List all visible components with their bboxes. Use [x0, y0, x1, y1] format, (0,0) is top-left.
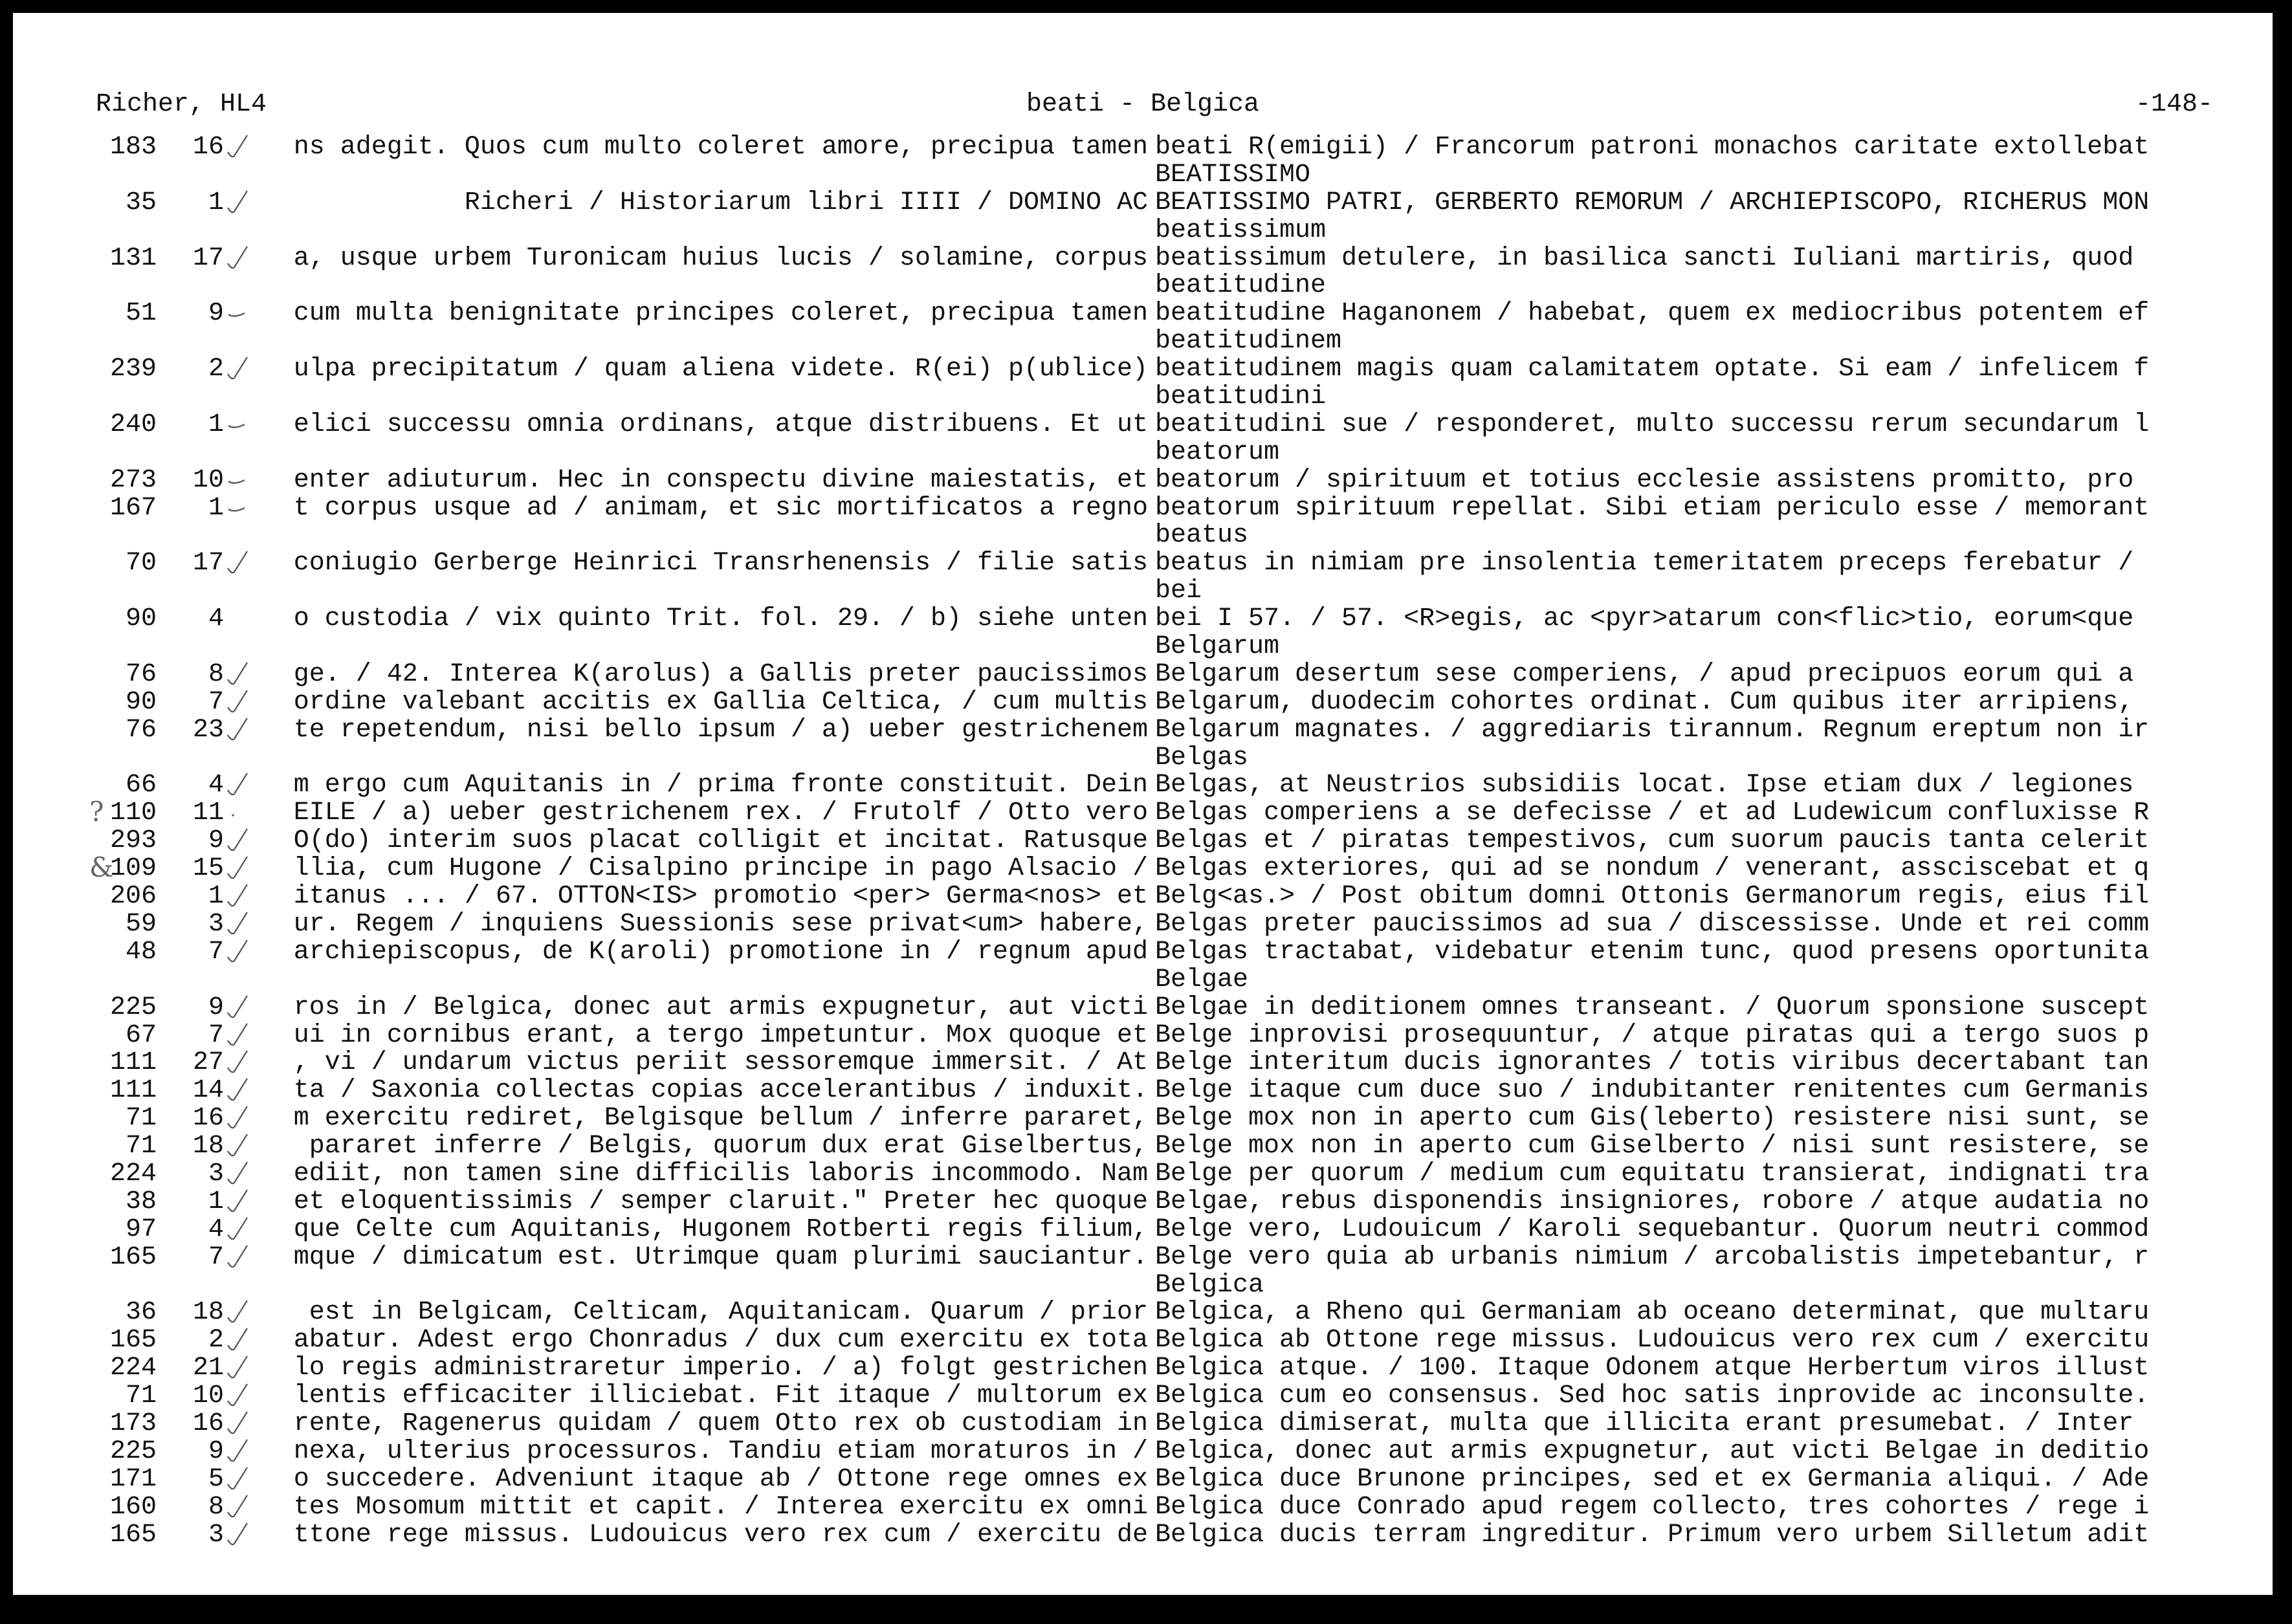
- keyword-heading: [13, 384, 2273, 411]
- right-context: beatitudini sue / responderet, multo successu rerum secundarum l: [1155, 410, 2150, 439]
- handwritten-check-icon: [225, 134, 251, 161]
- left-context: ttone rege missus. Ludouicus vero rex cum / exercitu de: [293, 1520, 1148, 1550]
- page-number: 48: [125, 937, 157, 967]
- left-context: nexa, ulterius processuros. Tandiu etiam moraturos in /: [293, 1436, 1148, 1466]
- handwritten-check-icon: [225, 1438, 251, 1465]
- page-number: 71: [125, 1381, 157, 1411]
- handwritten-check-icon: [225, 1466, 251, 1493]
- line-number: 7: [208, 1242, 224, 1272]
- right-context: Belgas exteriores, qui ad se nondum / venerant, assciscebat et q: [1155, 854, 2150, 884]
- left-context: ns adegit. Quos cum multo coleret amore, precipua tamen: [293, 133, 1148, 162]
- line-number: 7: [208, 937, 224, 967]
- keyword-heading: [13, 967, 2273, 994]
- line-number: 16: [192, 1409, 224, 1438]
- left-context: rente, Ragenerus quidam / quem Otto rex ob custodiam in: [293, 1409, 1148, 1438]
- left-context: lentis efficaciter illiciebat. Fit itaque / multorum ex: [293, 1381, 1148, 1411]
- line-number: 21: [192, 1354, 224, 1383]
- left-context: que Celte cum Aquitanis, Hugonem Rotberti regis filium,: [293, 1214, 1148, 1244]
- right-context: Belge interitum ducis ignorantes / totis viribus decertabant tan: [1155, 1048, 2150, 1078]
- page-number: 225: [109, 1436, 157, 1466]
- handwritten-check-icon: [225, 717, 251, 744]
- margin-annotation-icon: &: [89, 851, 114, 884]
- page-number: 225: [109, 993, 157, 1022]
- page-number: 183: [109, 133, 157, 162]
- page-number: 66: [125, 771, 157, 800]
- concordance-row: [13, 1410, 2273, 1438]
- handwritten-check-icon: [225, 1161, 251, 1188]
- handwritten-check-icon: [225, 939, 251, 966]
- line-number: 10: [192, 1381, 224, 1411]
- concordance-row: [13, 828, 2273, 855]
- left-context: t corpus usque ad / animam, et sic mortificatos a regno: [293, 493, 1148, 523]
- handwritten-check-icon: [225, 1355, 251, 1382]
- page-number: 273: [109, 465, 157, 495]
- handwritten-check-icon: [225, 1299, 251, 1326]
- concordance-row: [13, 1327, 2273, 1355]
- concordance-row: [13, 134, 2273, 162]
- left-context: tes Mosomum mittit et capit. / Interea exercitu ex omni: [293, 1492, 1148, 1522]
- left-context: EILE / a) ueber gestrichenem rex. / Frutolf / Otto vero: [293, 798, 1148, 828]
- handwritten-dash-icon: [225, 467, 251, 494]
- keyword-heading-text: beatitudine: [1155, 271, 1327, 301]
- keyword-heading-text: BEATISSIMO: [1155, 160, 1311, 190]
- page-number: 111: [109, 1048, 157, 1078]
- line-number: 5: [208, 1464, 224, 1494]
- left-context: coniugio Gerberge Heinrici Transrhenensis / filie satis: [293, 549, 1148, 578]
- right-context: Belg<as.> / Post obitum domni Ottonis Germanorum regis, eius fil: [1155, 882, 2150, 912]
- concordance-row: [13, 1049, 2273, 1077]
- left-context: ediit, non tamen sine difficilis laboris incommodo. Nam: [293, 1159, 1148, 1189]
- keyword-heading-text: beatorum: [1155, 437, 1280, 467]
- line-number: 17: [192, 243, 224, 273]
- right-context: BEATISSIMO PATRI, GERBERTO REMORUM / ARCHIEPISCOPO, RICHERUS MON: [1155, 188, 2150, 217]
- keyword-heading: [13, 745, 2273, 773]
- line-number: 7: [208, 687, 224, 717]
- keyword-heading-text: beatitudinem: [1155, 327, 1342, 357]
- handwritten-check-icon: [225, 1327, 251, 1354]
- line-number: 17: [192, 549, 224, 578]
- page-number: 35: [125, 188, 157, 217]
- page-number: 206: [109, 882, 157, 912]
- right-context: Belgae in deditionem omnes transeant. / Quorum sponsione suscept: [1155, 993, 2150, 1022]
- concordance-row: [13, 1299, 2273, 1327]
- keyword-heading-text: bei: [1155, 576, 1202, 606]
- concordance-row: [13, 1105, 2273, 1133]
- handwritten-check-icon: [225, 994, 251, 1022]
- right-context: beatitudine Haganonem / habebat, quem ex mediocribus potentem ef: [1155, 299, 2150, 329]
- left-context: ge. / 42. Interea K(arolus) a Gallis preter paucissimos: [293, 659, 1148, 689]
- handwritten-dash-icon: [225, 300, 251, 327]
- concordance-row: [13, 190, 2273, 217]
- right-context: Belge mox non in aperto cum Giselberto / nisi sunt resistere, se: [1155, 1132, 2150, 1161]
- keyword-heading-text: Belgas: [1155, 743, 1249, 773]
- right-context: Belgarum desertum sese comperiens, / apud precipuos eorum qui a: [1155, 659, 2134, 689]
- left-context: pararet inferre / Belgis, quorum dux erat Giselbertus,: [293, 1132, 1148, 1161]
- concordance-row: [13, 550, 2273, 578]
- concordance-row: [13, 883, 2273, 911]
- page-number: 90: [125, 604, 157, 634]
- right-context: beatorum / spirituum et totius ecclesie assistens promitto, pro: [1155, 465, 2134, 495]
- page-number: 224: [109, 1354, 157, 1383]
- left-context: ordine valebant accitis ex Gallia Celtica, / cum multis: [293, 687, 1148, 717]
- concordance-row: [13, 1438, 2273, 1466]
- line-number: 1: [208, 410, 224, 439]
- line-number: 1: [208, 882, 224, 912]
- left-context: est in Belgicam, Celticam, Aquitanicam. Quarum / prior: [293, 1298, 1148, 1328]
- concordance-row: [13, 1355, 2273, 1383]
- keyword-heading-text: Belgae: [1155, 965, 1249, 994]
- right-context: Belgarum magnates. / aggrediaris tirannum. Regnum ereptum non ir: [1155, 715, 2150, 745]
- keyword-heading: [13, 1272, 2273, 1300]
- left-context: ui in cornibus erant, a tergo impetuntur. Mox quoque et: [293, 1020, 1148, 1050]
- page-number: 165: [109, 1326, 157, 1355]
- page-number: 173: [109, 1409, 157, 1438]
- concordance-row: [13, 911, 2273, 939]
- concordance-row: [13, 689, 2273, 717]
- handwritten-check-icon: [225, 1105, 251, 1132]
- header-keyword-range: beati - Belgica: [1026, 90, 1260, 119]
- handwritten-check-icon: [225, 689, 251, 716]
- line-number: 1: [208, 188, 224, 217]
- line-number: 9: [208, 299, 224, 329]
- concordance-row: [13, 300, 2273, 328]
- handwritten-dash-icon: [225, 411, 251, 439]
- line-number: 9: [208, 826, 224, 856]
- left-context: archiepiscopus, de K(aroli) promotione in / regnum apud: [293, 937, 1148, 967]
- concordance-row: [13, 1522, 2273, 1550]
- concordance-row: [13, 1077, 2273, 1105]
- left-context: ros in / Belgica, donec aut armis expugnetur, aut victi: [293, 993, 1148, 1022]
- right-context: Belge vero, Ludouicum / Karoli sequebantur. Quorum neutri commod: [1155, 1214, 2150, 1244]
- concordance-row: [13, 1161, 2273, 1189]
- handwritten-check-icon: [225, 1077, 251, 1104]
- left-context: ta / Saxonia collectas copias accelerantibus / induxit.: [293, 1076, 1148, 1106]
- keyword-heading-text: Belgica: [1155, 1270, 1264, 1300]
- left-context: enter adiuturum. Hec in conspectu divine maiestatis, et: [293, 465, 1148, 495]
- handwritten-check-icon: [225, 356, 251, 383]
- keyword-heading: [13, 633, 2273, 661]
- right-context: beatitudinem magis quam calamitatem optate. Si eam / infelicem f: [1155, 355, 2150, 384]
- line-number: 14: [192, 1076, 224, 1106]
- right-context: Belgica atque. / 100. Itaque Odonem atque Herbertum viros illust: [1155, 1354, 2150, 1383]
- line-number: 2: [208, 1326, 224, 1355]
- line-number: 11: [192, 798, 224, 828]
- handwritten-check-icon: [225, 1216, 251, 1244]
- line-number: 9: [208, 1436, 224, 1466]
- right-context: beati R(emigii) / Francorum patroni monachos caritate extollebat: [1155, 133, 2150, 162]
- right-context: Belgae, rebus disponendis insigniores, robore / atque audatia no: [1155, 1187, 2150, 1216]
- page-number: 76: [125, 659, 157, 689]
- right-context: Belgica dimiserat, multa que illicita erant presumebat. / Inter: [1155, 1409, 2134, 1438]
- header-page-number: -148-: [2135, 90, 2213, 119]
- keyword-heading-text: beatitudini: [1155, 382, 1327, 412]
- left-context: a, usque urbem Turonicam huius lucis / solamine, corpus: [293, 243, 1148, 273]
- page-number: 109: [109, 854, 157, 884]
- concordance-row: [13, 1133, 2273, 1161]
- handwritten-check-icon: [225, 190, 251, 217]
- left-context: m ergo cum Aquitanis in / prima fronte constituit. Dein: [293, 771, 1148, 800]
- handwritten-check-icon: [225, 1133, 251, 1160]
- handwritten-check-icon: [225, 550, 251, 577]
- line-number: 15: [192, 854, 224, 884]
- line-number: 2: [208, 355, 224, 384]
- right-context: beatorum spirituum repellat. Sibi etiam periculo esse / memorant: [1155, 493, 2150, 523]
- line-number: 4: [208, 1214, 224, 1244]
- handwritten-check-icon: [225, 1522, 251, 1549]
- page-number: 70: [125, 549, 157, 578]
- page-number: 90: [125, 687, 157, 717]
- concordance-row: [13, 772, 2273, 800]
- page-number: 293: [109, 826, 157, 856]
- left-context: itanus ... / 67. OTTON<IS> promotio <per> Germa<nos> et: [293, 882, 1148, 912]
- right-context: Belgica ducis terram ingreditur. Primum vero urbem Silletum adit: [1155, 1520, 2150, 1550]
- handwritten-check-icon: [225, 245, 251, 272]
- page-number: 67: [125, 1020, 157, 1050]
- left-context: te repetendum, nisi bello ipsum / a) ueber gestrichenem: [293, 715, 1148, 745]
- line-number: 8: [208, 659, 224, 689]
- line-number: 9: [208, 993, 224, 1022]
- left-context: mque / dimicatum est. Utrimque quam plurimi sauciantur.: [293, 1242, 1148, 1272]
- page-number: 38: [125, 1187, 157, 1216]
- right-context: Belgica, donec aut armis expugnetur, aut victi Belgae in deditio: [1155, 1436, 2150, 1466]
- concordance-row: [13, 851, 2273, 884]
- handwritten-check-icon: [225, 772, 251, 799]
- left-context: , vi / undarum victus periit sessoremque immersit. / At: [293, 1048, 1148, 1078]
- left-context: o custodia / vix quinto Trit. fol. 29. / b) siehe unten: [293, 604, 1148, 634]
- keyword-heading-text: beatissimum: [1155, 215, 1327, 245]
- page-number: 171: [109, 1464, 157, 1494]
- concordance-page: [13, 13, 2273, 1595]
- page-number: 165: [109, 1242, 157, 1272]
- concordance-row: [13, 606, 2273, 633]
- handwritten-check-icon: [225, 1189, 251, 1216]
- concordance-row: [13, 411, 2273, 439]
- right-context: Belge itaque cum duce suo / indubitanter renitentes cum Germanis: [1155, 1076, 2150, 1106]
- left-context: abatur. Adest ergo Chonradus / dux cum exercitu ex tota: [293, 1326, 1148, 1355]
- page-number: 36: [125, 1298, 157, 1328]
- right-context: Belgica duce Brunone principes, sed et ex Germania aliqui. / Ade: [1155, 1464, 2150, 1494]
- page-number: 111: [109, 1076, 157, 1106]
- keyword-heading: [13, 162, 2273, 190]
- keyword-heading-text: beatus: [1155, 521, 1249, 551]
- page-number: 160: [109, 1492, 157, 1522]
- concordance-row: [13, 1466, 2273, 1494]
- line-number: 7: [208, 1020, 224, 1050]
- right-context: Belgas comperiens a se defecisse / et ad Ludewicum confluxisse R: [1155, 798, 2150, 828]
- concordance-row: [13, 1383, 2273, 1410]
- page-number: 110: [109, 798, 157, 828]
- left-context: m exercitu rediret, Belgisque bellum / inferre pararet,: [293, 1104, 1148, 1134]
- keyword-heading: [13, 522, 2273, 550]
- page-number: 167: [109, 493, 157, 523]
- handwritten-dot-icon: [225, 800, 251, 827]
- handwritten-check-icon: [225, 661, 251, 688]
- page-number: 97: [125, 1214, 157, 1244]
- margin-question-mark-icon: ?: [89, 796, 104, 828]
- concordance-row: [13, 1244, 2273, 1272]
- right-context: Belge mox non in aperto cum Gis(leberto) resistere nisi sunt, se: [1155, 1104, 2150, 1134]
- line-number: 23: [192, 715, 224, 745]
- left-context: ulpa precipitatum / quam aliena videte. R(ei) p(ublice): [293, 355, 1148, 384]
- left-context: lo regis administraretur imperio. / a) folgt gestrichen: [293, 1354, 1148, 1383]
- right-context: Belgas preter paucissimos ad sua / discessisse. Unde et rei comm: [1155, 909, 2150, 939]
- line-number: 1: [208, 1187, 224, 1216]
- concordance-row: [13, 1216, 2273, 1244]
- right-context: Belgica duce Conrado apud regem collecto, tres cohortes / rege i: [1155, 1492, 2150, 1522]
- left-context: O(do) interim suos placat colligit et incitat. Ratusque: [293, 826, 1148, 856]
- concordance-row: [13, 1189, 2273, 1216]
- right-context: Belge inprovisi prosequuntur, / atque piratas qui a tergo suos p: [1155, 1020, 2150, 1050]
- keyword-heading: [13, 217, 2273, 245]
- page-number: 239: [109, 355, 157, 384]
- line-number: 27: [192, 1048, 224, 1078]
- concordance-row: [13, 356, 2273, 384]
- right-context: beatissimum detulere, in basilica sancti Iuliani martiris, quod: [1155, 243, 2134, 273]
- concordance-list: [13, 134, 2273, 1549]
- line-number: 16: [192, 133, 224, 162]
- handwritten-check-icon: [225, 1410, 251, 1438]
- handwritten-check-icon: [225, 911, 251, 938]
- right-context: Belgarum, duodecim cohortes ordinat. Cum quibus iter arripiens,: [1155, 687, 2134, 717]
- line-number: 4: [208, 604, 224, 634]
- left-context: cum multa benignitate principes coleret, precipua tamen: [293, 299, 1148, 329]
- left-context: Richeri / Historiarum libri IIII / DOMINO AC: [464, 188, 1148, 217]
- handwritten-dash-icon: [225, 495, 251, 522]
- line-number: 3: [208, 1520, 224, 1550]
- right-context: beatus in nimiam pre insolentia temeritatem preceps ferebatur /: [1155, 549, 2134, 578]
- concordance-row: [13, 661, 2273, 689]
- concordance-row: [13, 994, 2273, 1022]
- page-number: 71: [125, 1132, 157, 1161]
- right-context: Belgica, a Rheno qui Germaniam ab oceano determinat, que multaru: [1155, 1298, 2150, 1328]
- handwritten-check-icon: [225, 1383, 251, 1410]
- page-number: 240: [109, 410, 157, 439]
- line-number: 18: [192, 1132, 224, 1161]
- concordance-row: [13, 495, 2273, 523]
- line-number: 1: [208, 493, 224, 523]
- line-number: 4: [208, 771, 224, 800]
- page-number: 76: [125, 715, 157, 745]
- right-context: Belge vero quia ab urbanis nimium / arcobalistis impetebantur, r: [1155, 1242, 2150, 1272]
- handwritten-check-icon: [225, 828, 251, 855]
- line-number: 18: [192, 1298, 224, 1328]
- keyword-heading: [13, 439, 2273, 467]
- page-number: 59: [125, 909, 157, 939]
- concordance-row: [13, 1022, 2273, 1050]
- handwritten-check-icon: [225, 883, 251, 910]
- page-number: 224: [109, 1159, 157, 1189]
- handwritten-check-icon: [225, 1244, 251, 1271]
- keyword-heading: [13, 272, 2273, 300]
- right-context: Belgica ab Ottone rege missus. Ludouicus vero rex cum / exercitu: [1155, 1326, 2150, 1355]
- handwritten-check-icon: [225, 855, 251, 883]
- page-number: 131: [109, 243, 157, 273]
- right-context: Belgas, at Neustrios subsidiis locat. Ipse etiam dux / legiones: [1155, 771, 2134, 800]
- keyword-heading: [13, 578, 2273, 606]
- right-context: Belgica cum eo consensus. Sed hoc satis inprovide ac inconsulte.: [1155, 1381, 2150, 1411]
- right-context: Belge per quorum / medium cum equitatu transierat, indignati tra: [1155, 1159, 2150, 1189]
- page-number: 165: [109, 1520, 157, 1550]
- page-number: 51: [125, 299, 157, 329]
- concordance-row: [13, 717, 2273, 745]
- header-source: Richer, HL4: [96, 90, 267, 119]
- handwritten-check-icon: [225, 1494, 251, 1521]
- left-context: et eloquentissimis / semper claruit." Preter hec quoque: [293, 1187, 1148, 1216]
- handwritten-check-icon: [225, 1049, 251, 1077]
- left-context: ur. Regem / inquiens Suessionis sese privat<um> habere,: [293, 909, 1148, 939]
- page-number: 71: [125, 1104, 157, 1134]
- line-number: 3: [208, 1159, 224, 1189]
- concordance-row: [13, 796, 2273, 828]
- right-context: bei I 57. / 57. <R>egis, ac <pyr>atarum con<flic>tio, eorum<que: [1155, 604, 2134, 634]
- concordance-row: [13, 467, 2273, 495]
- line-number: 8: [208, 1492, 224, 1522]
- line-number: 16: [192, 1104, 224, 1134]
- concordance-row: [13, 245, 2273, 273]
- concordance-row: [13, 939, 2273, 967]
- left-context: o succedere. Adveniunt itaque ab / Ottone rege omnes ex: [293, 1464, 1148, 1494]
- left-context: llia, cum Hugone / Cisalpino principe in pago Alsacio /: [293, 854, 1148, 884]
- left-context: elici successu omnia ordinans, atque distribuens. Et ut: [293, 410, 1148, 439]
- concordance-row: [13, 1494, 2273, 1522]
- keyword-heading-text: Belgarum: [1155, 632, 1280, 662]
- keyword-heading: [13, 328, 2273, 356]
- line-number: 10: [192, 465, 224, 495]
- right-context: Belgas tractabat, videbatur etenim tunc, quod presens oportunita: [1155, 937, 2150, 967]
- right-context: Belgas et / piratas tempestivos, cum suorum paucis tanta celerit: [1155, 826, 2150, 856]
- handwritten-check-icon: [225, 1022, 251, 1049]
- line-number: 3: [208, 909, 224, 939]
